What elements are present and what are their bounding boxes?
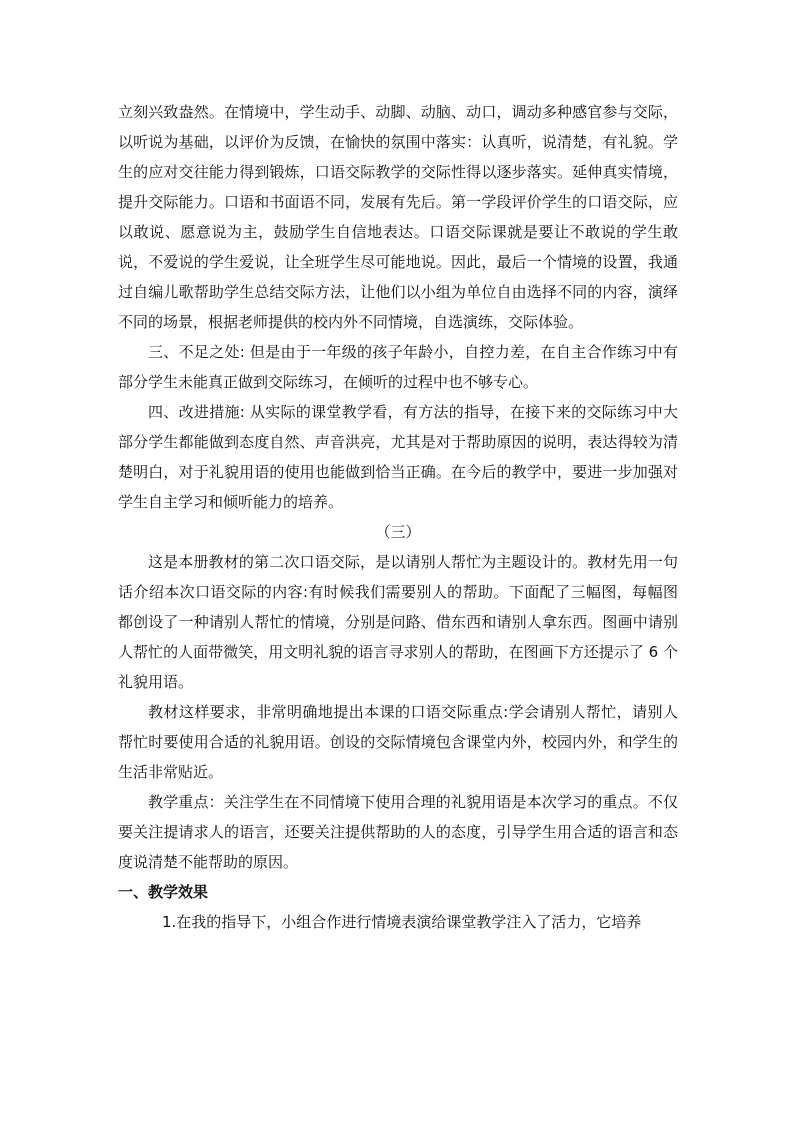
paragraph-textbook-intro: 这是本册教材的第二次口语交际，是以请别人帮忙为主题设计的。教材先用一句话介绍本次口语交际的内容:有时候我们需要别人的帮助。下面配了三幅图，每幅图都创设了一种请别人帮忙的情境，分别是问路、借东西和请别人拿东西。图画中请别人帮忙的人面带微笑，用文明礼貌的语言寻求别人的帮助，在图画下方还提示了 6 个礼貌用语。	[118, 553, 678, 691]
list-item-1: 1.在我的指导下，小组合作进行情境表演给课堂教学注入了活力，它培养	[162, 913, 642, 931]
paragraph-textbook-requirements: 教材这样要求，非常明确地提出本课的口语交际重点:学会请别人帮忙，请别人帮忙时要使用合适的礼貌用语。创设的交际情境包含课堂内外，校园内外，和学生的生活非常贴近。	[118, 703, 678, 781]
heading-teaching-effect: 一、教学效果	[118, 883, 209, 901]
paragraph-shortcomings: 三、不足之处: 但是由于一年级的孩子年龄小，自控力差，在自主合作练习中有部分学生未能真正做到交际练习，在倾听的过程中也不够专心。	[118, 343, 678, 391]
paragraph-situation-practice: 立刻兴致盎然。在情境中，学生动手、动脚、动脑、动口，调动多种感官参与交际，以听说为基础，以评价为反馈，在愉快的氛围中落实：认真听，说清楚，有礼貌。学生的应对交往能力得到锻炼，口语交际教学的交际性得以逐步落实。延伸真实情境，提升交际能力。口语和书面语不同，发展有先后。第一学段评价学生的口语交际，应以敢说、愿意说为主，鼓励学生自信地表达。口语交际课就是要让不敢说的学生敢说，不爱说的学生爱说，让全班学生尽可能地说。因此，最后一个情境的设置，我通过自编儿歌帮助学生总结交际方法，让他们以小组为单位自由选择不同的内容，演绎不同的场景，根据老师提供的校内外不同情境，自选演练，交际体验。	[118, 103, 678, 331]
document-body	[118, 97, 678, 937]
section-number-heading: （三）	[375, 523, 421, 541]
paragraph-improvements: 四、改进措施: 从实际的课堂教学看，有方法的指导，在接下来的交际练习中大部分学生都能做到态度自然、声音洪亮，尤其是对于帮助原因的说明，表达得较为清楚明白，对于礼貌用语的使用也能做到恰当正确。在今后的教学中，要进一步加强对学生自主学习和倾听能力的培养。	[118, 403, 678, 511]
paragraph-teaching-focus: 教学重点：关注学生在不同情境下使用合理的礼貌用语是本次学习的重点。不仅要关注提请求人的语言，还要关注提供帮助的人的态度，引导学生用合适的语言和态度说清楚不能帮助的原因。	[118, 793, 678, 871]
